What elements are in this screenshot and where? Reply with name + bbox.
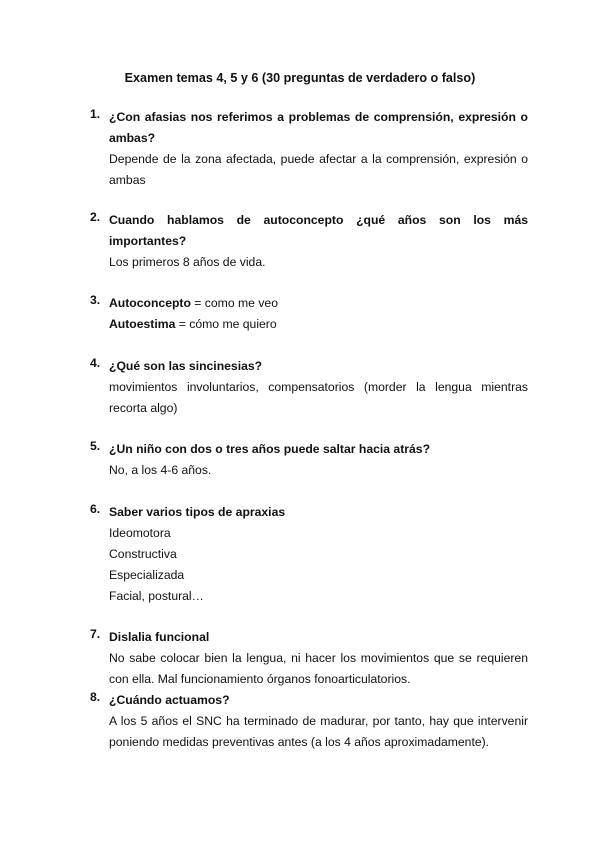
question-number: 8.	[90, 690, 101, 704]
list-item: Ideomotora	[109, 526, 171, 540]
page-title: Examen temas 4, 5 y 6 (30 preguntas de verdadero o falso)	[124, 71, 476, 85]
question-text: ¿Con afasias nos referimos a problemas de comprensión, expresión o	[109, 110, 528, 124]
question-3	[90, 293, 528, 335]
question-2	[90, 210, 528, 273]
question-5	[90, 439, 528, 481]
term: Autoestima	[109, 317, 176, 331]
question-text: Dislalia funcional	[109, 630, 210, 644]
question-number: 7.	[90, 627, 101, 641]
answer-text: No sabe colocar bien la lengua, ni hacer los movimientos que se requieren	[109, 651, 528, 665]
definition-line	[109, 293, 528, 314]
answer-text: Depende de la zona afectada, puede afectar a la comprensión, expresión o	[109, 152, 528, 166]
question-7	[90, 627, 528, 690]
question-6	[90, 502, 528, 607]
definition: = cómo me quiero	[175, 317, 277, 331]
question-text: ¿Cuándo actuamos?	[109, 693, 230, 707]
answer-text: Los primeros 8 años de vida.	[109, 255, 266, 269]
list-item: Constructiva	[109, 547, 177, 561]
list-item: Facial, postural…	[109, 589, 204, 603]
question-text: ambas?	[109, 131, 156, 145]
question-number: 2.	[90, 210, 101, 224]
question-number: 6.	[90, 502, 101, 516]
answer-text: ambas	[109, 173, 146, 187]
answer-text: poniendo medidas preventivas antes (a los 4 años aproximadamente).	[109, 735, 490, 749]
question-text: ¿Un niño con dos o tres años puede saltar hacia atrás?	[109, 442, 431, 456]
question-text: importantes?	[109, 234, 187, 248]
definition-line	[109, 314, 528, 335]
answer-text: movimientos involuntarios, compensatorios (morder la lengua mientras	[109, 380, 528, 394]
question-number: 4.	[90, 356, 101, 370]
question-number: 3.	[90, 293, 101, 307]
question-text: Cuando hablamos de autoconcepto ¿qué años son los más	[109, 213, 528, 227]
answer-text: con ella. Mal funcionamiento órganos fonoarticulatorios.	[109, 672, 411, 686]
question-text: Saber varios tipos de apraxias	[109, 505, 286, 519]
definition: = como me veo	[190, 296, 278, 310]
answer-text: A los 5 años el SNC ha terminado de madurar, por tanto, hay que intervenir	[109, 714, 528, 728]
question-number: 5.	[90, 439, 101, 453]
question-1	[90, 107, 528, 191]
question-8	[90, 690, 528, 753]
list-item: Especializada	[109, 568, 185, 582]
question-number: 1.	[90, 107, 101, 121]
question-4	[90, 356, 528, 419]
term: Autoconcepto	[109, 296, 191, 310]
answer-text: No, a los 4-6 años.	[109, 463, 212, 477]
answer-text: recorta algo)	[109, 401, 178, 415]
question-text: ¿Qué son las sincinesias?	[109, 359, 263, 373]
